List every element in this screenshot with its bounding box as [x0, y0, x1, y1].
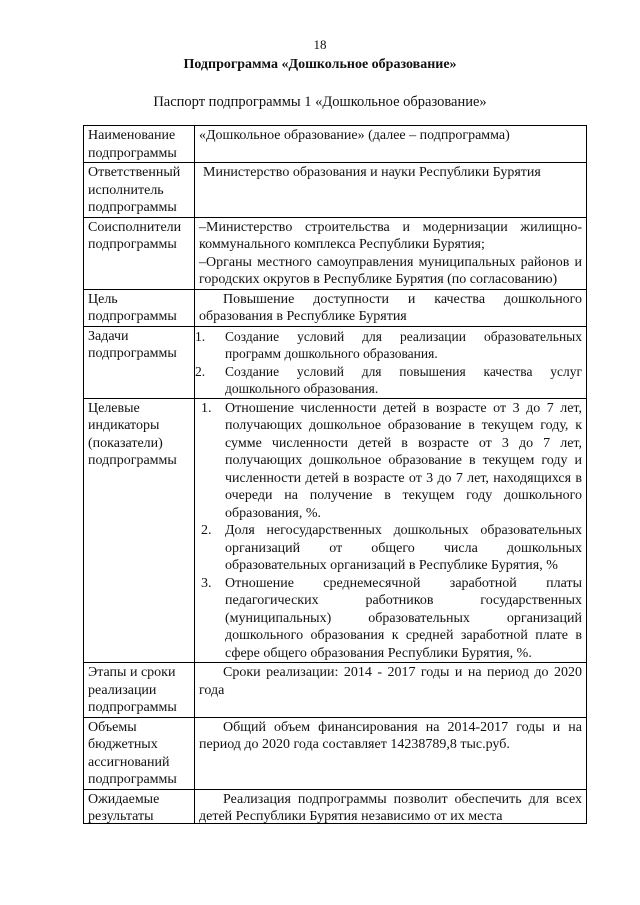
results-text: Реализация подпрограммы позволит обеспечить для всех детей Республики Бурятия независимо от их места — [199, 791, 582, 823]
indicator-text: Доля негосударственных дошкольных образовательных организаций от общего числа дошкольных образовательных организаций в Республике Бурятия, % — [225, 523, 582, 573]
task-item — [195, 363, 582, 398]
row-goal-value — [195, 289, 587, 326]
row-funding — [84, 717, 587, 789]
task-text: Создание условий для реализации образовательных программ дошкольного образования. — [225, 328, 582, 361]
row-executor-value — [195, 163, 587, 218]
row-results-value — [195, 789, 587, 823]
funding-text: Общий объем финансирования на 2014-2017 годы и на период до 2020 года составляет 14238789,8 тыс.руб. — [199, 719, 582, 752]
indicator-item — [199, 522, 582, 575]
row-tasks — [84, 326, 587, 398]
row-name-value: «Дошкольное образование» (далее – подпрограмма) — [195, 126, 587, 163]
passport-table — [83, 125, 587, 824]
task-text: Создание условий для повышения качества услуг дошкольного образования. — [225, 363, 582, 396]
indicator-text: Отношение среднемесячной заработной платы педагогических работников государственных (муниципальных) образовательных организаций дошкольного образования к средней заработной плате в сфере общего образования Республики Бурятия, %. — [225, 575, 582, 661]
task-item — [195, 328, 582, 363]
indicator-number: 2. — [201, 523, 212, 538]
document-subtitle: Паспорт подпрограммы 1 «Дошкольное образование» — [153, 94, 487, 110]
row-results-label — [84, 789, 195, 823]
row-stages-value — [195, 663, 587, 718]
row-goal-label: Цель подпрограммы — [84, 289, 195, 326]
row-coexecutors-label: Соисполнители подпрограммы — [84, 217, 195, 289]
document-title: Подпрограмма «Дошкольное образование» — [183, 57, 457, 72]
row-coexecutors-value — [195, 217, 587, 289]
indicator-item — [199, 575, 582, 663]
task-number: 2. — [195, 363, 206, 379]
results-label-text: Ожидаемые результаты — [88, 791, 160, 823]
page-number: 18 — [313, 37, 327, 52]
row-indicators-value — [195, 398, 587, 663]
indicator-number: 1. — [201, 400, 212, 416]
row-stages-label: Этапы и сроки реализации подпрограммы — [84, 663, 195, 718]
row-funding-value — [195, 717, 587, 789]
executor-text: Министерство образования и науки Республики Бурятия — [203, 165, 541, 180]
row-indicators-label: Целевые индикаторы (показатели) подпрограммы — [84, 398, 195, 663]
indicator-item — [199, 400, 582, 523]
stages-text: Сроки реализации: 2014 - 2017 годы и на период до 2020 года — [199, 665, 582, 698]
tasks-list — [195, 328, 582, 398]
row-funding-label: Объемы бюджетных ассигнований подпрограммы — [84, 717, 195, 789]
row-stages — [84, 663, 587, 718]
coexecutor-item: –Органы местного самоуправления муниципальных районов и городских округов в Республике Бурятия (по согласованию) — [199, 254, 582, 287]
row-results — [84, 789, 587, 823]
indicators-list — [199, 400, 582, 663]
row-executor-label: Ответственный исполнитель подпрограммы — [84, 163, 195, 218]
results-text-wrap — [199, 791, 582, 823]
row-tasks-value — [195, 326, 587, 398]
row-goal — [84, 289, 587, 326]
row-name — [84, 126, 587, 163]
row-name-label: Наименование подпрограммы — [84, 126, 195, 163]
row-tasks-label: Задачи подпрограммы — [84, 326, 195, 398]
task-number: 1. — [195, 328, 206, 344]
row-coexecutors — [84, 217, 587, 289]
indicator-text: Отношение численности детей в возрасте от 3 до 7 лет, получающих дошкольное образование в текущем году, к сумме численности детей в возрасте от 3 до 7 лет, получающих дошкольное образование в текущем году и численности детей в возрасте от 3 до 7 лет, находящихся в очереди на получение в текущем году дошкольного образования, %. — [225, 400, 582, 521]
coexecutor-item: –Министерство строительства и модернизации жилищно-коммунального комплекса Республики Бурятия; — [199, 219, 582, 252]
indicator-number: 3. — [201, 575, 212, 591]
row-executor — [84, 163, 587, 218]
goal-text: Повышение доступности и качества дошкольного образования в Республике Бурятия — [199, 291, 582, 324]
row-indicators — [84, 398, 587, 663]
